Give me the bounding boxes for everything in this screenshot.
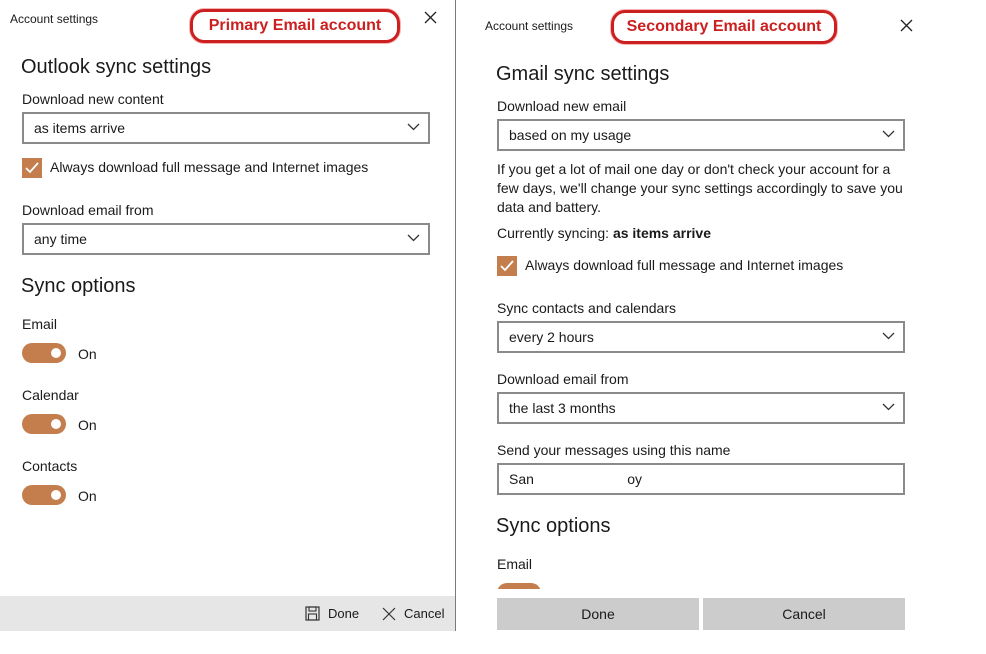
- checkmark-icon: [497, 256, 517, 276]
- contacts-toggle-state: On: [78, 488, 97, 504]
- send-name-label: Send your messages using this name: [497, 442, 731, 458]
- primary-account-settings-panel: [0, 0, 456, 631]
- done-button-label: Done: [328, 606, 360, 621]
- toggle-knob: [51, 348, 61, 358]
- download-new-email-dropdown[interactable]: [497, 119, 905, 151]
- calendar-toggle-state: On: [78, 417, 97, 433]
- footer-bar: [0, 596, 455, 631]
- download-new-email-value: based on my usage: [509, 127, 632, 143]
- toggle-knob: [51, 419, 61, 429]
- email-sync-toggle[interactable]: [22, 343, 66, 363]
- primary-annotation-label: Primary Email account: [190, 9, 400, 43]
- send-name-input[interactable]: San oy: [497, 463, 905, 495]
- email-sync-toggle-clipped[interactable]: [497, 583, 541, 589]
- close-icon: [382, 607, 396, 621]
- download-email-from-dropdown[interactable]: [497, 392, 905, 424]
- checkmark-icon: [22, 158, 42, 178]
- currently-syncing-value: as items arrive: [612, 225, 712, 241]
- page-title: Outlook sync settings: [21, 56, 212, 78]
- download-new-content-value: as items arrive: [34, 120, 126, 136]
- always-download-label: Always download full message and Internet images: [525, 257, 844, 273]
- currently-syncing: [497, 225, 711, 241]
- download-email-from-dropdown[interactable]: [22, 223, 430, 255]
- cancel-button[interactable]: [382, 606, 444, 621]
- sync-info-text: If you get a lot of mail one day or don't check your account for a few days, we'll change your sync settings accordingly to save you data and battery.: [497, 161, 903, 215]
- page-title: Gmail sync settings: [496, 63, 670, 85]
- download-new-email-label: Download new email: [497, 98, 627, 114]
- download-new-content-dropdown[interactable]: [22, 112, 430, 144]
- download-email-from-label: Download email from: [497, 371, 629, 387]
- always-download-label: Always download full message and Internet images: [50, 159, 369, 175]
- download-new-content-label: Download new content: [22, 91, 164, 107]
- calendar-sync-toggle[interactable]: [22, 414, 66, 434]
- sync-contacts-label: Sync contacts and calendars: [497, 300, 676, 316]
- chevron-down-icon: [407, 123, 420, 131]
- chevron-down-icon: [882, 130, 895, 138]
- close-icon[interactable]: [900, 19, 913, 36]
- email-toggle-state: On: [78, 346, 97, 362]
- contacts-sync-toggle[interactable]: [22, 485, 66, 505]
- chevron-down-icon: [882, 403, 895, 411]
- sync-contacts-dropdown[interactable]: [497, 321, 905, 353]
- download-email-from-value: any time: [34, 231, 87, 247]
- always-download-checkbox[interactable]: [497, 256, 517, 276]
- chevron-down-icon: [407, 234, 420, 242]
- email-toggle-label: Email: [497, 556, 533, 572]
- sync-options-heading: Sync options: [496, 515, 611, 537]
- sync-options-heading: Sync options: [21, 275, 136, 297]
- secondary-account-settings-panel: [456, 0, 986, 654]
- save-icon: [305, 606, 320, 621]
- window-title: Account settings: [485, 19, 574, 33]
- toggle-knob: [51, 490, 61, 500]
- secondary-annotation-label: Secondary Email account: [611, 10, 837, 44]
- sync-contacts-value: every 2 hours: [509, 329, 594, 345]
- currently-syncing-prefix: Currently syncing:: [497, 225, 610, 241]
- email-toggle-label: Email: [22, 316, 58, 332]
- chevron-down-icon: [882, 332, 895, 340]
- cancel-button[interactable]: Cancel: [703, 598, 905, 630]
- done-button[interactable]: [305, 606, 359, 621]
- cancel-button-label: Cancel: [404, 606, 445, 621]
- window-title: Account settings: [10, 12, 99, 26]
- download-email-from-label: Download email from: [22, 202, 154, 218]
- done-button[interactable]: Done: [497, 598, 699, 630]
- close-icon[interactable]: [424, 11, 437, 28]
- always-download-checkbox[interactable]: [22, 158, 42, 178]
- calendar-toggle-label: Calendar: [22, 387, 79, 403]
- download-email-from-value: the last 3 months: [509, 400, 616, 416]
- contacts-toggle-label: Contacts: [22, 458, 78, 474]
